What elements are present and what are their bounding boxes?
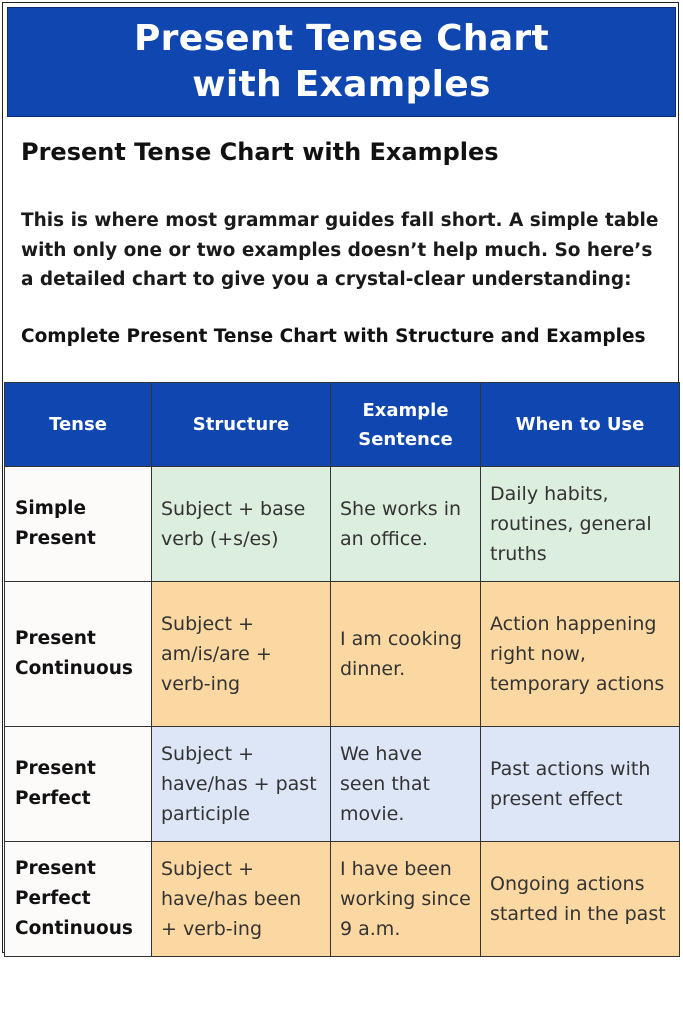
tense-cell: Present Perfect Continuous — [5, 842, 152, 957]
usage-cell: Past actions with present effect — [481, 727, 680, 842]
title-banner — [7, 7, 676, 117]
usage-cell: Ongoing actions started in the past — [481, 842, 680, 957]
example-cell: I am cooking dinner. — [331, 582, 481, 727]
present-tense-table — [4, 382, 680, 957]
tense-cell: Present Perfect — [5, 727, 152, 842]
example-cell: I have been working since 9 a.m. — [331, 842, 481, 957]
intro-paragraph: This is where most grammar guides fall short. A simple table with only one or two examples doesn’t help much. So here’s a detailed chart to give you a crystal-clear understanding: — [21, 210, 659, 290]
tense-cell: Simple Present — [5, 467, 152, 582]
section-heading: Present Tense Chart with Examples — [21, 138, 499, 166]
table-row — [5, 467, 680, 582]
usage-cell: Daily habits, routines, general truths — [481, 467, 680, 582]
structure-cell: Subject + base verb (+s/es) — [152, 467, 331, 582]
header-when-to-use: When to Use — [481, 383, 680, 467]
header-tense: Tense — [5, 383, 152, 467]
table-row — [5, 727, 680, 842]
structure-cell: Subject + have/has been + verb-ing — [152, 842, 331, 957]
banner-title-line-2: with Examples — [192, 64, 491, 105]
example-cell: We have seen that movie. — [331, 727, 481, 842]
structure-cell: Subject + am/is/are + verb-ing — [152, 582, 331, 727]
header-example: Example Sentence — [331, 383, 481, 467]
structure-cell: Subject + have/has + past participle — [152, 727, 331, 842]
table-row — [5, 842, 680, 957]
example-cell: She works in an office. — [331, 467, 481, 582]
table-row — [5, 582, 680, 727]
usage-cell: Action happening right now, temporary actions — [481, 582, 680, 727]
table-header-row — [5, 383, 680, 467]
header-structure: Structure — [152, 383, 331, 467]
table-caption: Complete Present Tense Chart with Structure and Examples — [21, 326, 646, 347]
banner-title-line-1: Present Tense Chart — [134, 18, 549, 59]
tense-cell: Present Continuous — [5, 582, 152, 727]
